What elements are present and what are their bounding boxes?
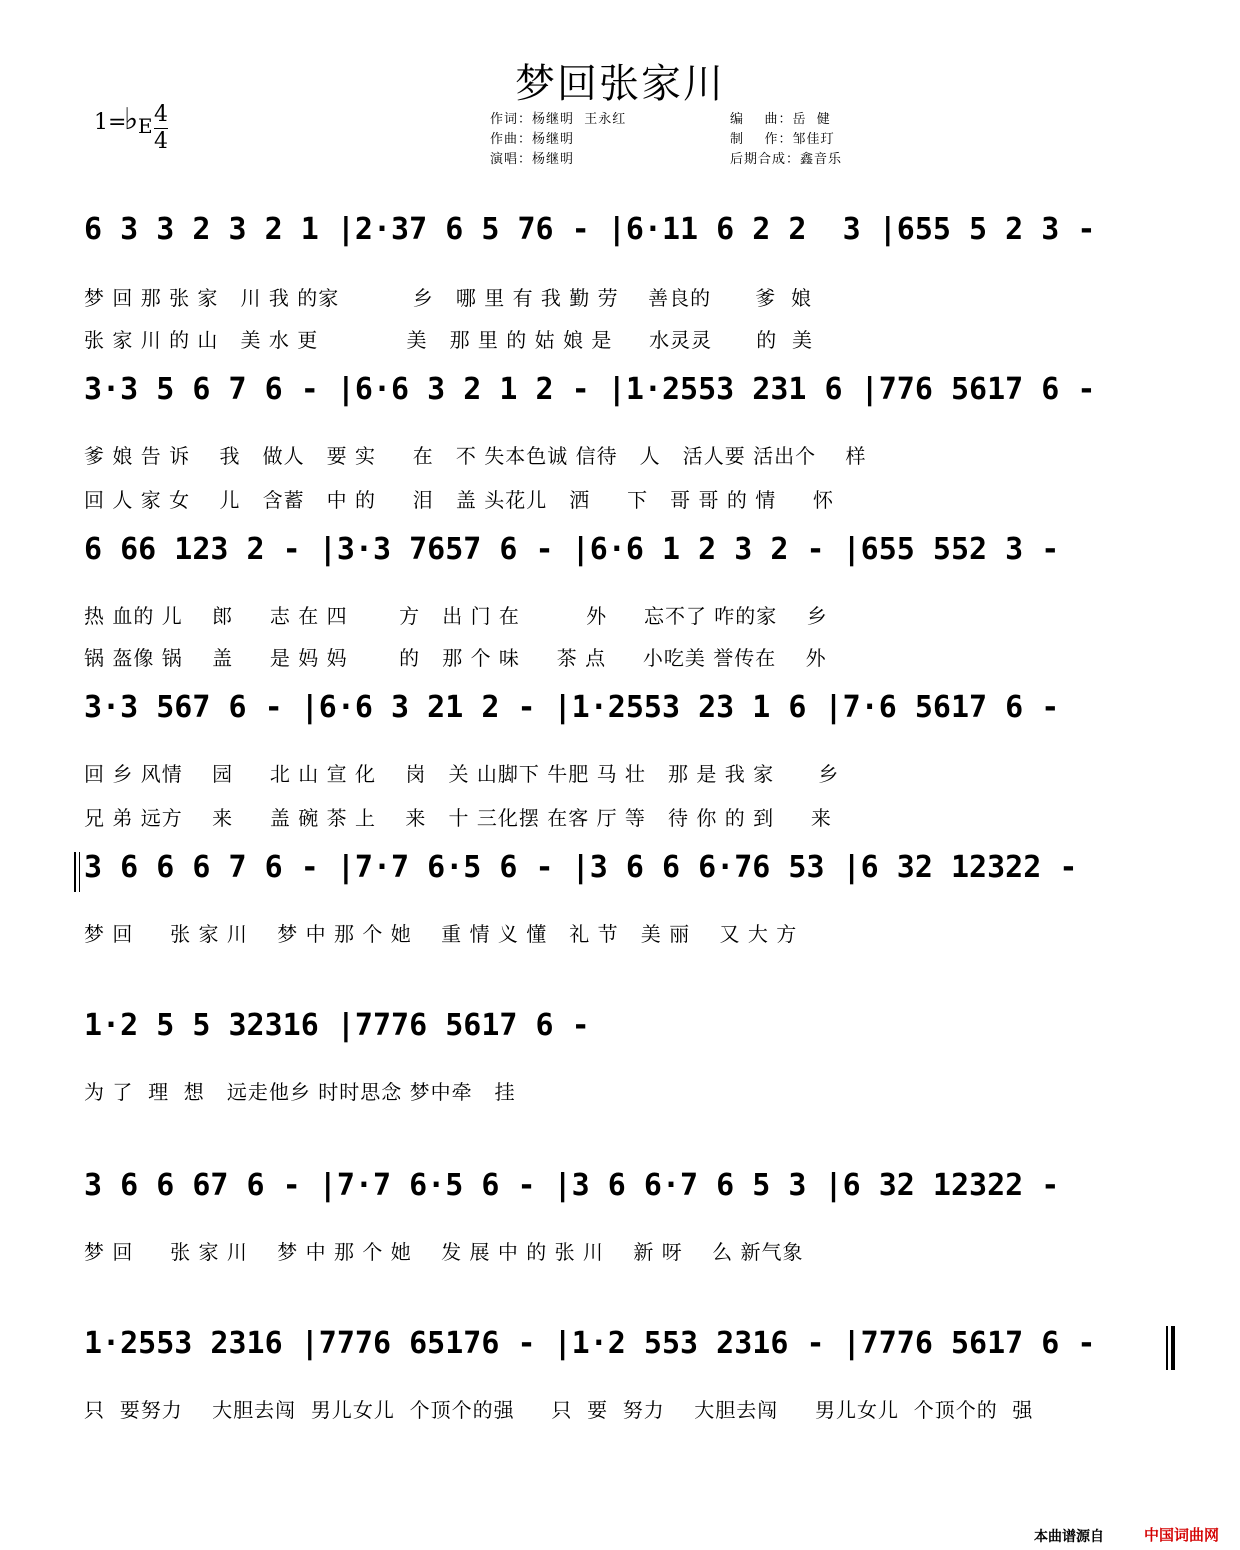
credit-mixing: 后期合成：鑫音乐 [730, 152, 843, 167]
credit-producer: 制 作：邹佳玎 [730, 132, 835, 147]
credit-arranger: 编 曲：岳 健 [730, 112, 831, 127]
lyric-row-3-verse-1: 热 血的 儿 郎 志 在 四 方 出 门 在 外 忘不了 咋的家 乡 [84, 604, 828, 628]
key-note: E [138, 114, 153, 138]
credit-singer: 演唱：杨继明 [490, 152, 575, 167]
lyric-row-1-verse-1: 梦 回 那 张 家 川 我 的家 乡 哪 里 有 我 勤 劳 善良的 爹 娘 [84, 286, 812, 310]
time-signature [154, 102, 168, 155]
lyric-row-1-verse-2: 张 家 川 的 山 美 水 更 美 那 里 的 姑 娘 是 水灵灵 的 美 [84, 328, 814, 352]
source-label: 本曲谱源自 [1034, 1529, 1104, 1545]
repeat-end-barline-thin [1166, 1326, 1168, 1370]
lyric-row-6: 为 了 理 想 远走他乡 时时思念 梦中牵 挂 [84, 1080, 516, 1104]
notation-row-7: 3 6 6 67 6 - |7·7 6·5 6 - |3 6 6·7 6 5 3 |6 32 12322 - [84, 1168, 1060, 1203]
time-bottom: 4 [154, 129, 168, 154]
notation-row-2: 3·3 5 6 7 6 - |6·6 3 2 1 2 - |1·2553 231 6 |776 5617 6 - [84, 372, 1096, 407]
time-top: 4 [154, 102, 168, 127]
credit-composer: 作曲：杨继明 [490, 132, 575, 147]
page-title: 梦回张家川 [515, 61, 725, 107]
lyric-row-4-verse-2: 兄 弟 远方 来 盖 碗 茶 上 来 十 三化摆 在客 厅 等 待 你 的 到 来 [84, 806, 832, 830]
notation-row-3: 6 66 123 2 - |3·3 7657 6 - |6·6 1 2 3 2 - |655 552 3 - [84, 532, 1060, 567]
key-signature [94, 102, 168, 154]
notation-row-8: 1·2553 2316 |7776 65176 - |1·2 553 2316 - |7776 5617 6 - [84, 1326, 1096, 1361]
repeat-start-barline [74, 852, 76, 892]
key-prefix: 1= [94, 110, 127, 135]
lyric-row-3-verse-2: 锅 盔像 锅 盖 是 妈 妈 的 那 个 味 茶 点 小吃美 誉传在 外 [84, 646, 827, 670]
notation-row-5: 3 6 6 6 7 6 - |7·7 6·5 6 - |3 6 6 6·76 53 |6 32 12322 - [84, 850, 1078, 885]
repeat-start-barline-thin [79, 852, 80, 892]
lyric-row-7: 梦 回 张 家 川 梦 中 那 个 她 发 展 中 的 张 川 新 呀 么 新气象 [84, 1240, 804, 1264]
lyric-row-5: 梦 回 张 家 川 梦 中 那 个 她 重 情 义 懂 礼 节 美 丽 又 大 方 [84, 922, 798, 946]
site-name-link[interactable]: 中国词曲网 [1144, 1526, 1220, 1544]
lyric-row-4-verse-1: 回 乡 风情 园 北 山 宣 化 岗 关 山脚下 牛肥 马 壮 那 是 我 家 乡 [84, 762, 840, 786]
notation-row-1: 6 3 3 2 3 2 1 |2·37 6 5 76 - |6·11 6 2 2 3 |655 5 2 3 - [84, 212, 1096, 247]
notation-row-4: 3·3 567 6 - |6·6 3 21 2 - |1·2553 23 1 6 |7·6 5617 6 - [84, 690, 1060, 725]
lyric-row-2-verse-2: 回 人 家 女 儿 含蓄 中 的 泪 盖 头花儿 洒 下 哥 哥 的 情 怀 [84, 488, 835, 512]
credits-right [730, 110, 842, 170]
repeat-end-barline [1171, 1326, 1175, 1370]
lyric-row-2-verse-1: 爹 娘 告 诉 我 做人 要 实 在 不 失本色诚 信待 人 活人要 活出个 样 [84, 444, 867, 468]
flat-sign: ♭ [124, 102, 139, 137]
credits-left [490, 110, 626, 170]
lyric-row-8: 只 要努力 大胆去闯 男儿女儿 个顶个的强 只 要 努力 大胆去闯 男儿女儿 个顶个的 强 [84, 1398, 1034, 1422]
notation-row-6: 1·2 5 5 32316 |7776 5617 6 - [84, 1008, 590, 1043]
credit-lyricist: 作词：杨继明 王永红 [490, 112, 627, 127]
